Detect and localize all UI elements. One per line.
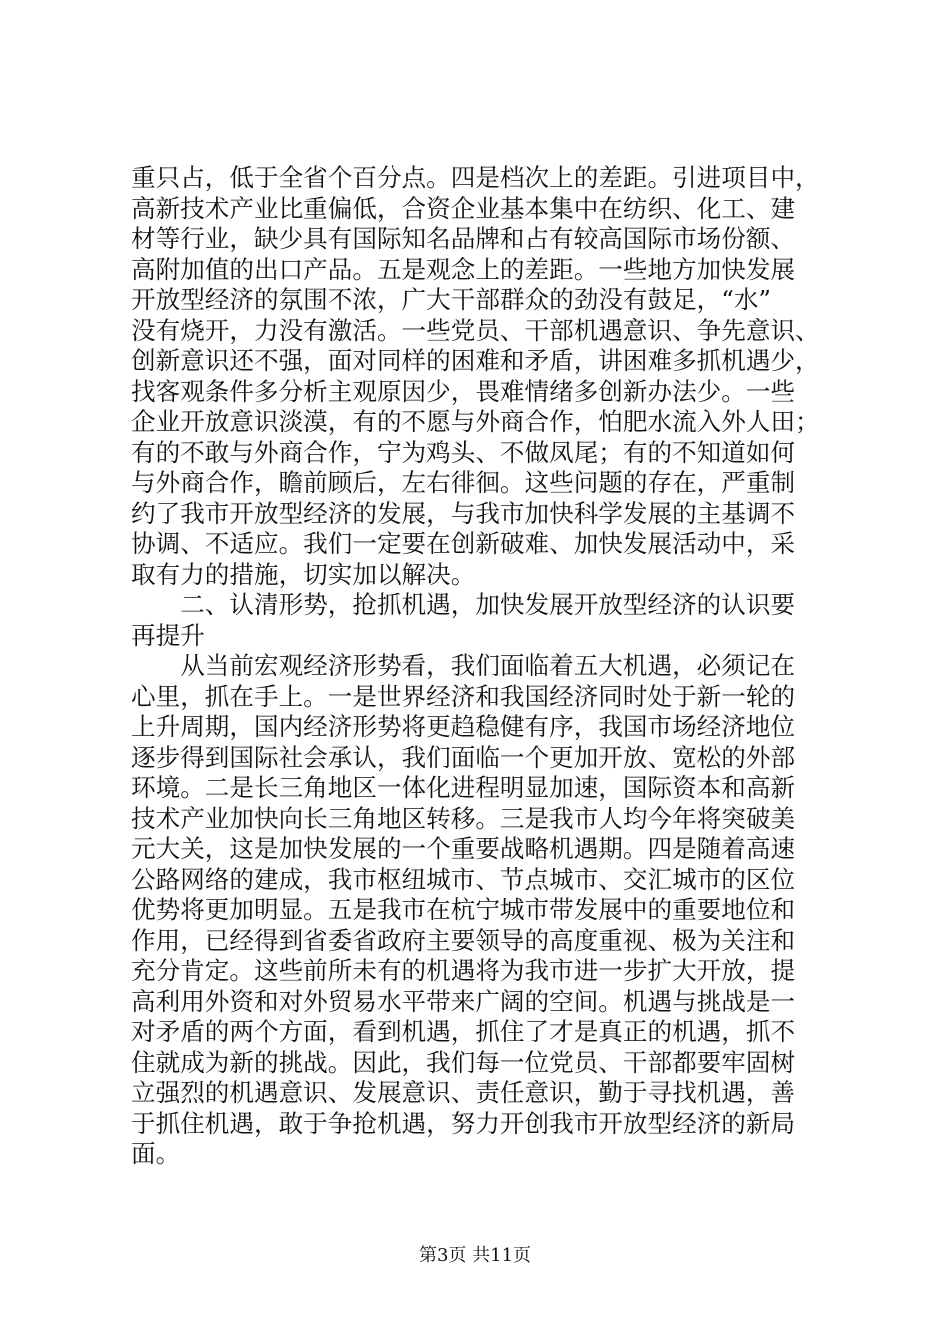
text-line: 环境。二是长三角地区一体化进程明显加速，国际资本和高新	[131, 773, 796, 802]
text-line: 对矛盾的两个方面，看到机遇，抓住了才是真正的机遇，抓不	[131, 1017, 796, 1046]
text-line: 创新意识还不强，面对同样的困难和矛盾，讲困难多抓机遇少，	[131, 346, 820, 375]
text-line: 材等行业，缺少具有国际知名品牌和占有较高国际市场份额、	[131, 224, 796, 253]
text-line: 有的不敢与外商合作，宁为鸡头、不做凤尾；有的不知道如何	[131, 437, 796, 467]
text-line: 企业开放意识淡漠，有的不愿与外商合作，怕肥水流入外人田；	[131, 407, 820, 436]
text-line: 从当前宏观经济形势看，我们面临着五大机遇，必须记在	[131, 651, 796, 680]
text-line: 技术产业加快向长三角地区转移。三是我市人均今年将突破美	[131, 803, 796, 833]
text-line: 高利用外资和对外贸易水平带来广阔的空间。机遇与挑战是一	[131, 986, 796, 1016]
page-number-footer: 第3页 共11页	[418, 1245, 532, 1266]
text-line: 逐步得到国际社会承认，我们面临一个更加开放、宽松的外部	[131, 742, 796, 772]
text-line: 取有力的措施，切实加以解决。	[131, 559, 476, 589]
text-line: 充分肯定。这些前所未有的机遇将为我市进一步扩大开放，提	[131, 956, 796, 985]
section-heading-line: 再提升	[131, 620, 205, 650]
text-line: 元大关，这是加快发展的一个重要战略机遇期。四是随着高速	[131, 834, 796, 863]
text-line: 没有烧开，力没有激活。一些党员、干部机遇意识、争先意识、	[131, 315, 820, 345]
text-line: 公路网络的建成，我市枢纽城市、节点城市、交汇城市的区位	[131, 864, 796, 894]
text-line: 上升周期，国内经济形势将更趋稳健有序，我国市场经济地位	[131, 712, 796, 741]
text-line: 立强烈的机遇意识、发展意识、责任意识，勤于寻找机遇，善	[131, 1078, 796, 1107]
text-line: 面。	[131, 1139, 181, 1168]
text-line: 优势将更加明显。五是我市在杭宁城市带发展中的重要地位和	[131, 895, 796, 924]
text-line: 与外商合作，瞻前顾后，左右徘徊。这些问题的存在，严重制	[131, 468, 796, 497]
text-line: 作用，已经得到省委省政府主要领导的高度重视、极为关注和	[131, 925, 796, 955]
text-line: 开放型经济的氛围不浓，广大干部群众的劲没有鼓足，“水”	[131, 285, 771, 314]
section-heading-line: 二、认清形势，抢抓机遇，加快发展开放型经济的认识要	[131, 590, 796, 619]
text-line: 高新技术产业比重偏低，合资企业基本集中在纺织、化工、建	[131, 193, 796, 223]
text-line: 住就成为新的挑战。因此，我们每一位党员、干部都要牢固树	[131, 1047, 796, 1077]
text-line: 协调、不适应。我们一定要在创新破难、加快发展活动中，采	[131, 529, 796, 558]
text-line: 高附加值的出口产品。五是观念上的差距。一些地方加快发展	[131, 254, 796, 284]
text-line: 于抓住机遇，敢于争抢机遇，努力开创我市开放型经济的新局	[131, 1108, 796, 1138]
text-line: 找客观条件多分析主观原因少，畏难情绪多创新办法少。一些	[131, 376, 796, 406]
body-text	[131, 163, 831, 1170]
text-line: 心里，抓在手上。一是世界经济和我国经济同时处于新一轮的	[131, 681, 796, 711]
text-line: 约了我市开放型经济的发展，与我市加快科学发展的主基调不	[131, 498, 796, 528]
text-line: 重只占，低于全省个百分点。四是档次上的差距。引进项目中，	[131, 163, 820, 192]
